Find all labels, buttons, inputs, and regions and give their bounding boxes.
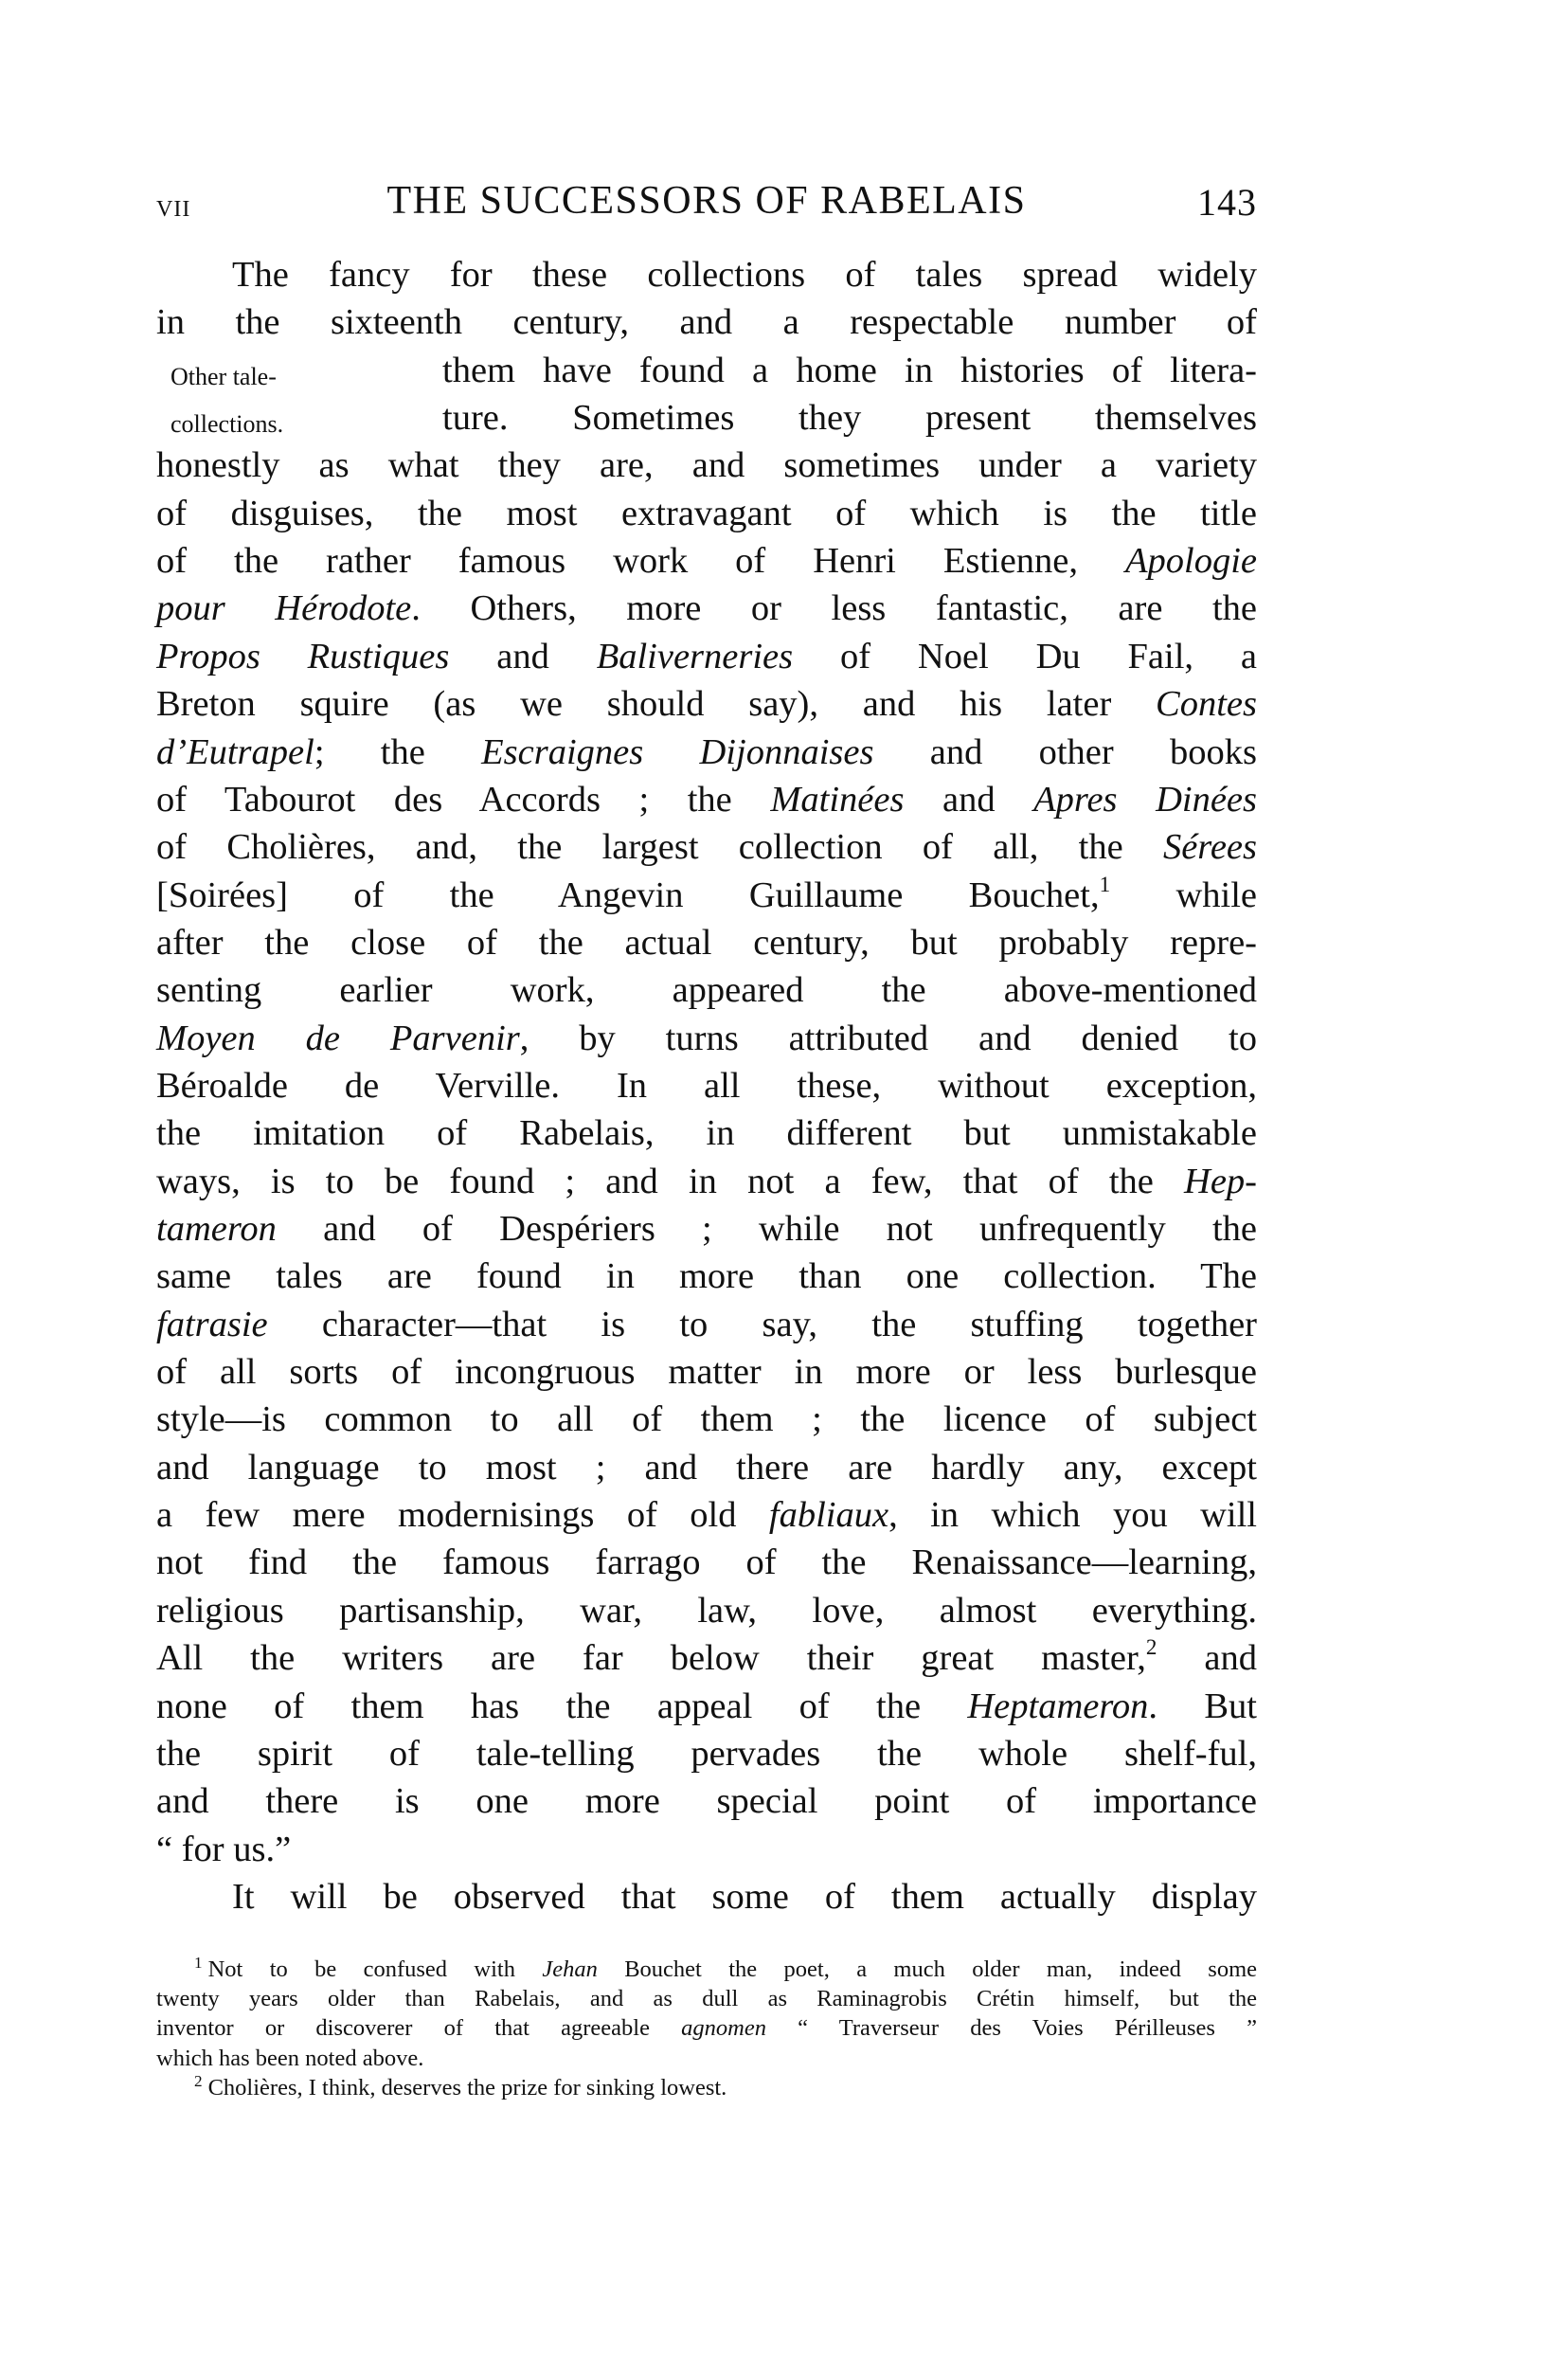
body-line [156,1301,1257,1348]
text-run: and there is one more special point of importance [156,1781,1257,1822]
body-line [156,1730,1257,1777]
body-line [156,1444,1257,1491]
text-run: the imitation of Rabelais, in different but unmistakable [156,1113,1257,1154]
text-run: and language to most ; and there are hardly any, except [156,1447,1257,1488]
text-run: “ Traverseur des Voies Périlleuses ” [766,2015,1257,2042]
body-line [156,823,1257,871]
text-run: It will be observed that some of them actually display [232,1876,1257,1917]
footnote-line [194,2073,1257,2102]
body-line [156,680,1257,728]
running-title: THE SUCCESSORS OF RABELAIS [386,179,1027,223]
text-run: “ for us.” [156,1829,292,1869]
text-run: the spirit of tale-telling pervades the whole shelf-ful, [156,1733,1257,1774]
footnote-number: 1 [194,1954,203,1973]
text-run: . But [1148,1686,1257,1726]
body-line [156,490,1257,537]
italic-title: Apres Dinées [1033,779,1257,820]
body-line [156,298,1257,346]
text-run: . Others, more or less fantastic, are the [411,588,1257,629]
italic-title: Propos Rustiques [156,636,450,676]
italic-title: fabliaux [768,1495,889,1536]
italic-title: Contes [1156,684,1257,725]
body-line [156,1348,1257,1396]
text-run: them have found a home in histories of litera- [442,350,1257,390]
italic-title: Sérees [1162,827,1257,868]
text-run: Not to be confused with [207,1956,543,1982]
text-run: and [1157,1638,1257,1679]
page-number: 143 [1197,181,1257,224]
text-run: twenty years older than Rabelais, and as dull as Raminagrobis Crétin himself, but the [156,1986,1257,2012]
text-run: of all sorts of incongruous matter in more or less burlesque [156,1352,1257,1393]
text-run: Bouchet the poet, a much older man, indeed some [597,1956,1257,1982]
italic-title: agnomen [681,2015,766,2042]
body-line [156,1396,1257,1443]
text-run: , by turns attributed and denied to [519,1018,1257,1058]
body-line [156,1826,1257,1873]
body-line [156,1158,1257,1205]
footnote-line [156,2044,1257,2073]
chapter-number: VII [156,197,191,222]
body-line [442,394,1257,442]
body-line [156,872,1257,919]
text-run: [Soirées] of the Angevin Guillaume Bouchet, [156,874,1100,915]
body-line [232,251,1257,298]
italic-title: Jehan [542,1956,598,1982]
text-run: honestly as what they are, and sometimes under a variety [156,445,1257,486]
marginal-note-line-2: collections. [170,410,284,438]
body-line [156,1062,1257,1109]
body-line [156,729,1257,776]
footnote-line [156,1984,1257,2013]
text-run: which has been noted above. [156,2045,424,2071]
text-run: and of Despériers ; while not unfrequently the [276,1209,1257,1249]
text-run: style—is common to all of them ; the licence of subject [156,1399,1257,1440]
marginal-note-line-1: Other tale- [170,363,277,390]
text-run: inventor or discoverer of that agreeable [156,2015,682,2042]
body-line [156,1015,1257,1062]
text-run: religious partisanship, war, law, love, almost everything. [156,1590,1257,1631]
body-line [156,1634,1257,1682]
body-line [156,1683,1257,1730]
text-run: of the rather famous work of Henri Estienne, [156,541,1125,582]
text-run: of Tabourot des Accords ; the [156,779,771,820]
text-run: of disguises, the most extravagant of which is the title [156,493,1257,533]
italic-title: Apologie [1125,541,1257,582]
text-run: a few mere modernisings of old [156,1495,769,1536]
text-run: Cholières, I think, deserves the prize for sinking lowest. [207,2074,727,2101]
text-run: in the sixteenth century, and a respectable number of [156,302,1257,343]
text-run: The fancy for these collections of tales spread widely [232,255,1257,295]
body-line [156,633,1257,680]
text-run: and [449,636,597,676]
text-run: Béroalde de Verville. In all these, without exception, [156,1065,1257,1106]
body-line [156,919,1257,966]
text-run: not find the famous farrago of the Renaissance—learning, [156,1542,1257,1583]
body-line [156,442,1257,489]
body-line [156,1205,1257,1253]
italic-title: fatrasie [156,1304,268,1344]
body-line [156,1587,1257,1634]
body-line [156,1253,1257,1300]
text-run: ture. Sometimes they present themselves [442,398,1257,439]
running-head [156,178,1257,231]
text-run: All the writers are far below their great master, [156,1638,1146,1679]
italic-title: Heptameron [967,1686,1149,1726]
text-run: same tales are found in more than one collection. The [156,1256,1257,1297]
italic-title: tameron [156,1209,277,1249]
italic-title: d’Eutrapel [156,731,314,772]
italic-title: pour Hérodote [156,588,412,629]
italic-title: Baliverneries [596,636,794,676]
text-run: of Cholières, and, the largest collection of all, the [156,827,1163,868]
text-run: senting earlier work, appeared the above-mentioned [156,970,1257,1011]
text-run: , in which you will [888,1495,1257,1536]
body-line [156,1777,1257,1825]
text-run: character—that is to say, the stuffing together [267,1304,1257,1344]
text-run: while [1110,874,1257,915]
body-line [442,347,1257,394]
footnote-line [156,2013,1257,2043]
body-line [156,1109,1257,1157]
body-line [156,1539,1257,1586]
text-run: ways, is to be found ; and in not a few, that of the [156,1161,1185,1201]
footnote-reference: 1 [1099,871,1111,896]
italic-title: Escraignes Dijonnaises [481,731,874,772]
text-run: and other books [873,731,1257,772]
italic-title: Moyen de Parvenir [156,1018,520,1058]
text-run: after the close of the actual century, but probably repre- [156,922,1257,963]
body-line [232,1873,1257,1920]
body-line [156,1491,1257,1539]
text-run: ; the [314,731,482,772]
body-line [156,585,1257,632]
italic-title: Matinées [770,779,905,820]
text-run: of Noel Du Fail, a [793,636,1257,676]
footnote-reference: 2 [1145,1633,1157,1659]
body-line [156,537,1257,585]
footnote-line [194,1955,1257,1984]
text-run: none of them has the appeal of the [156,1686,968,1726]
body-line [156,966,1257,1014]
italic-title: Hep- [1184,1161,1257,1201]
text-run: Breton squire (as we should say), and his later [156,684,1157,725]
text-run: and [904,779,1034,820]
footnote-number: 2 [194,2072,203,2091]
body-line [156,776,1257,823]
